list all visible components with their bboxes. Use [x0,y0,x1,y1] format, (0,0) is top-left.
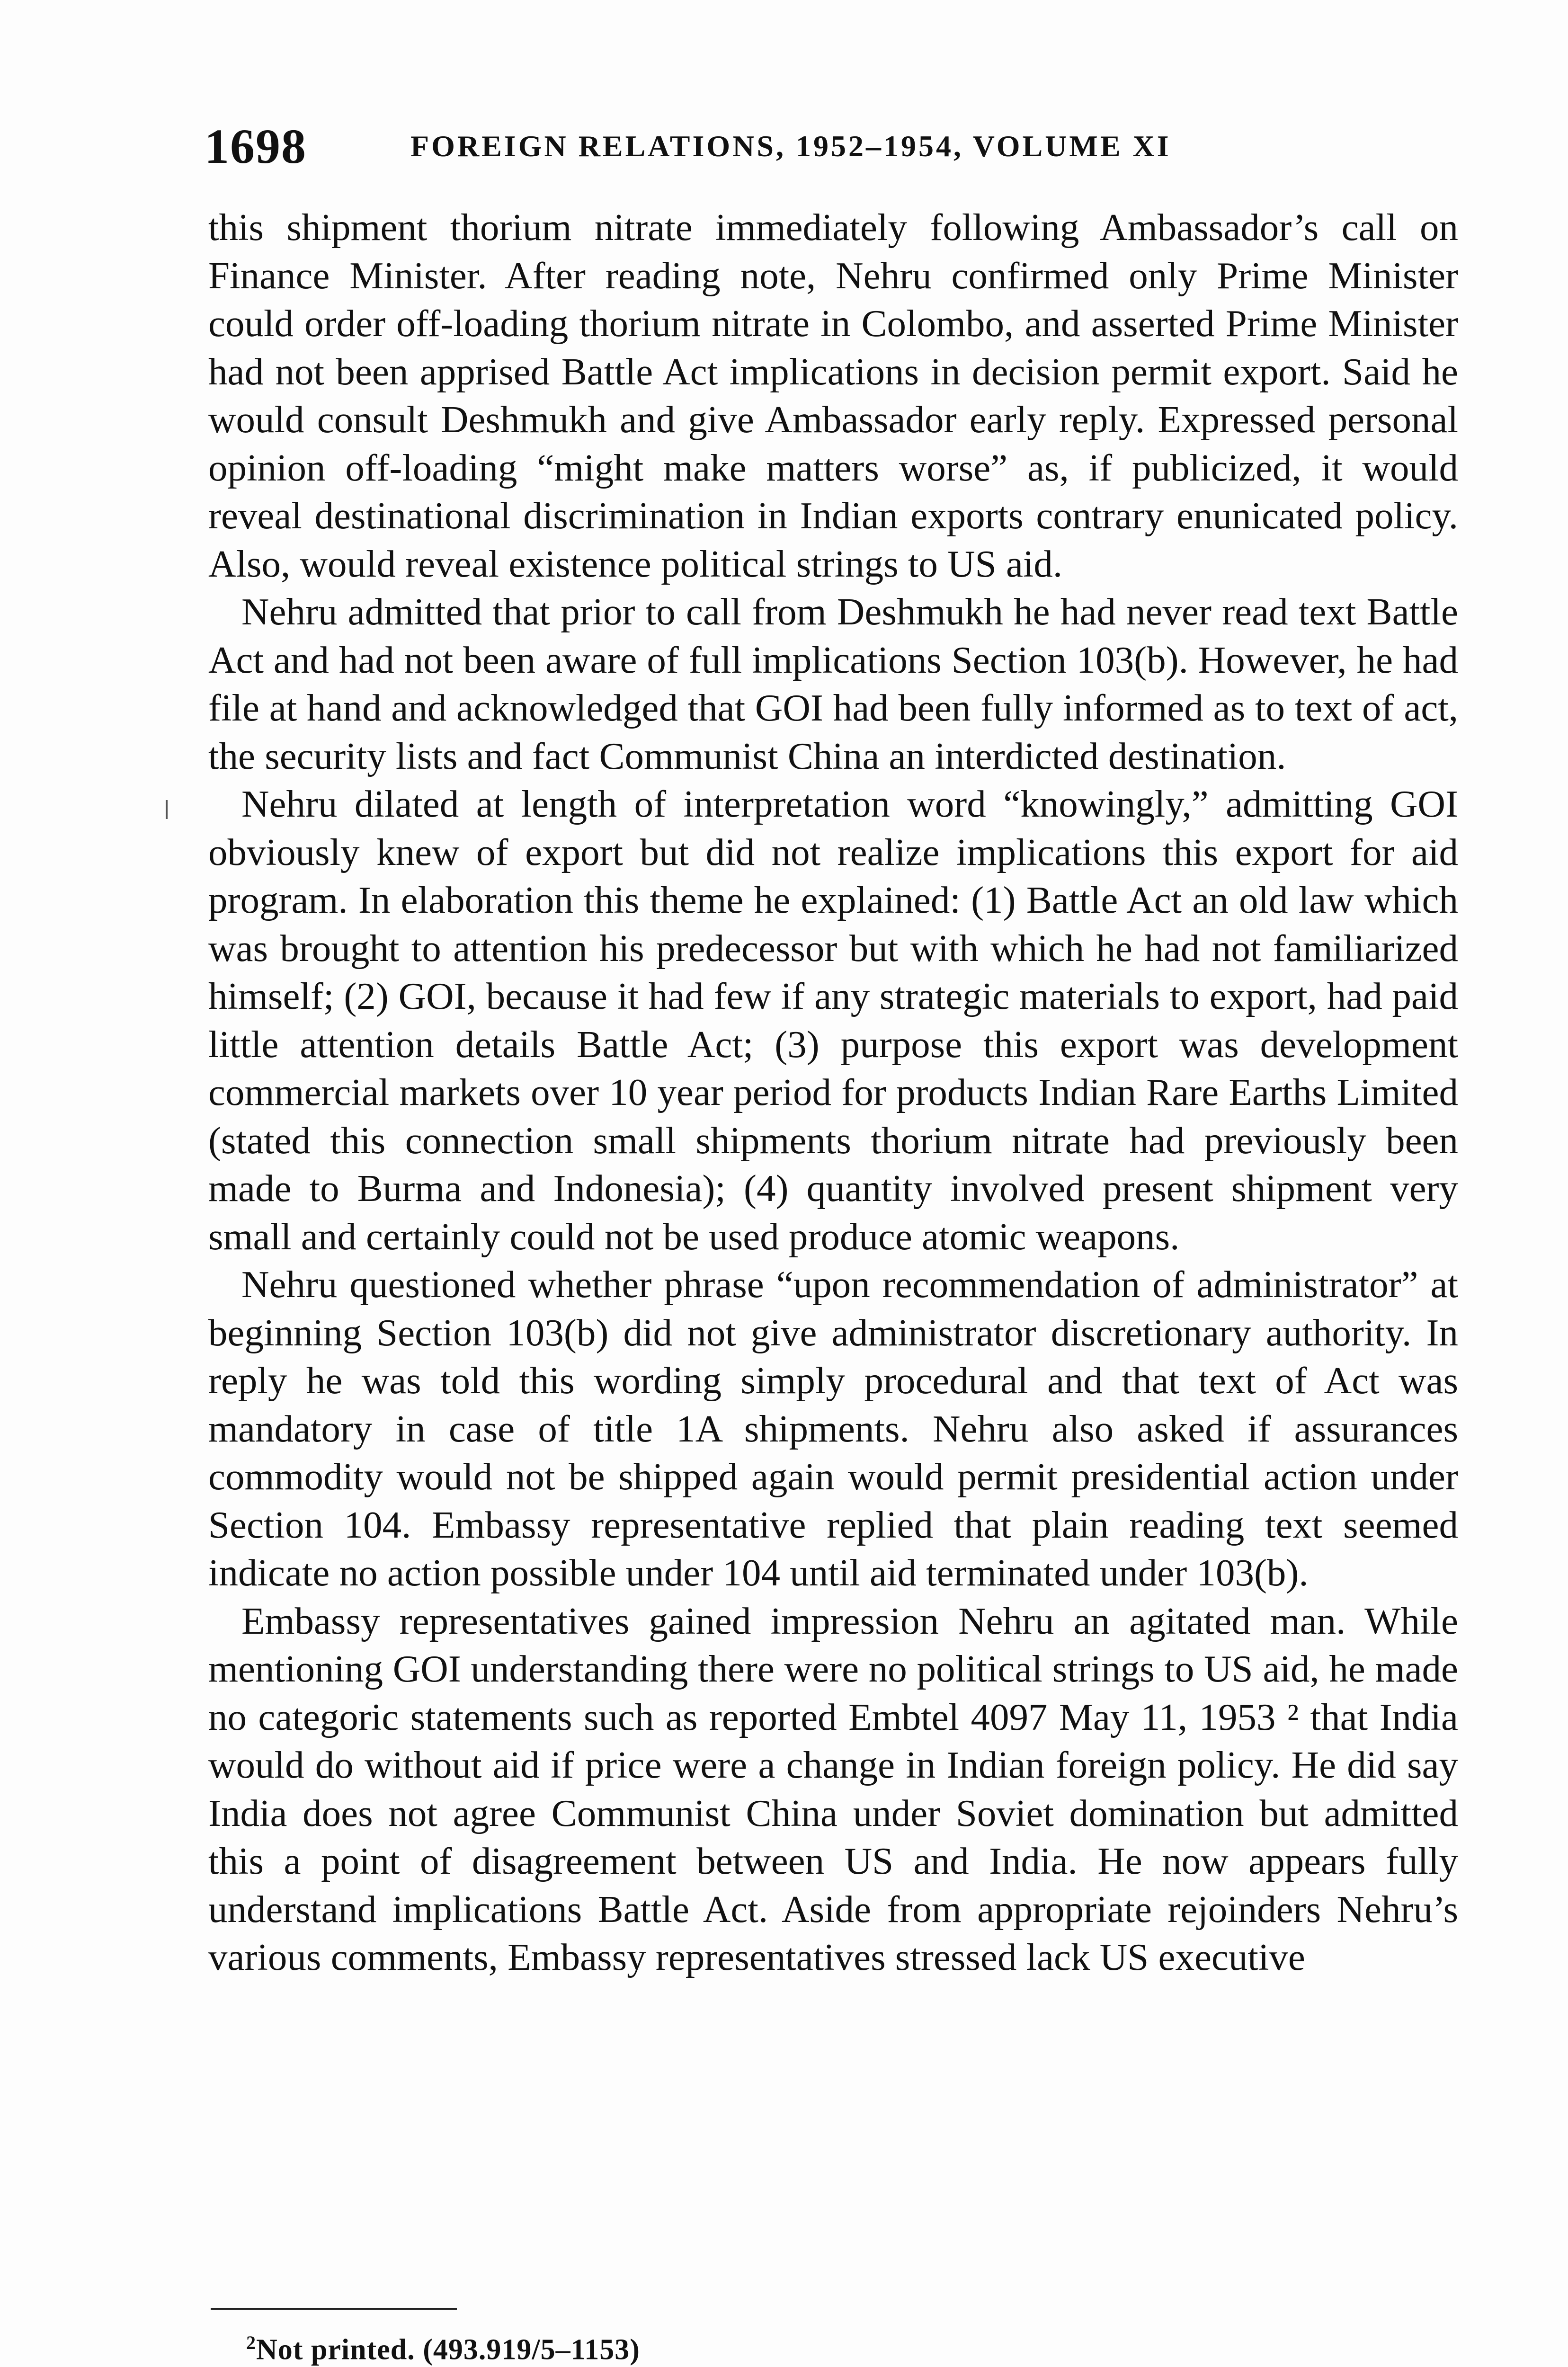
paragraph-5: Embassy representatives gained impression Nehru an agitated man. While mentioning GOI understanding there were no political strings to US aid, he made no categoric statements such as reported Embtel 4097 May 11, 1953 ² that India would do without aid if price were a change in Indian foreign policy. He did say India does not agree Communist China under Soviet domination but admitted this a point of disagreement between US and India. He now appears fully understand implications Battle Act. Aside from appropriate rejoinders Nehru’s various comments, Embassy representatives stressed lack US executive [208,1599,1458,1978]
paragraph-1: this shipment thorium nitrate immediately following Ambassador’s call on Finance Minister. After reading note, Nehru confirmed only Prime Minister could order off-loading thorium nitrate in Colombo, and asserted Prime Minister had not been apprised Battle Act implications in decision permit export. Said he would consult Deshmukh and give Ambassador early reply. Expressed personal opinion off-loading “might make matters worse” as, if publicized, it would reveal destinational discrimination in Indian exports contrary enunicated policy. Also, would reveal existence political strings to US aid. [208,206,1458,585]
margin-mark [166,800,168,819]
page-number: 1698 [205,119,307,174]
footnote-divider [211,2308,457,2310]
running-head: FOREIGN RELATIONS, 1952–1954, VOLUME XI [410,129,1171,163]
paragraph-3: Nehru dilated at length of interpretation word “knowingly,” admitting GOI obviously knew of export but did not realize implications this export for aid program. In elaboration this theme he explained: (1) Battle Act an old law which was brought to attention his predecessor but with which he had not familiarized himself; (2) GOI, because it had few if any strategic materials to export, had paid little attention details Battle Act; (3) purpose this export was development commercial markets over 10 year period for products Indian Rare Earths Limited (stated this connection small shipments thorium nitrate had previously been made to Burma and Indonesia); (4) quantity involved present shipment very small and certainly could not be used produce atomic weapons. [208,783,1458,1258]
paragraph-4: Nehru questioned whether phrase “upon recommendation of administrator” at beginning Section 103(b) did not give administrator discretionary authority. In reply he was told this wording simply procedural and that text of Act was mandatory in case of title 1A shipments. Nehru also asked if assurances commodity would not be shipped again would permit presidential action under Section 104. Embassy representative replied that plain reading text seemed indicate no action possible under 104 until aid terminated under 103(b). [208,1263,1458,1594]
paragraph-2: Nehru admitted that prior to call from Deshmukh he had never read text Battle Act and had not been aware of full implications Section 103(b). However, he had file at hand and acknowledged that GOI had been fully informed as to text of act, the security lists and fact Communist China an interdicted destination. [208,590,1458,777]
footnote-text: Not printed. (493.919/5–1153) [256,2333,640,2366]
page-header [205,118,1454,175]
footnote [246,2331,640,2367]
footnote-marker: 2 [246,2332,256,2353]
body-text [208,204,1458,1982]
